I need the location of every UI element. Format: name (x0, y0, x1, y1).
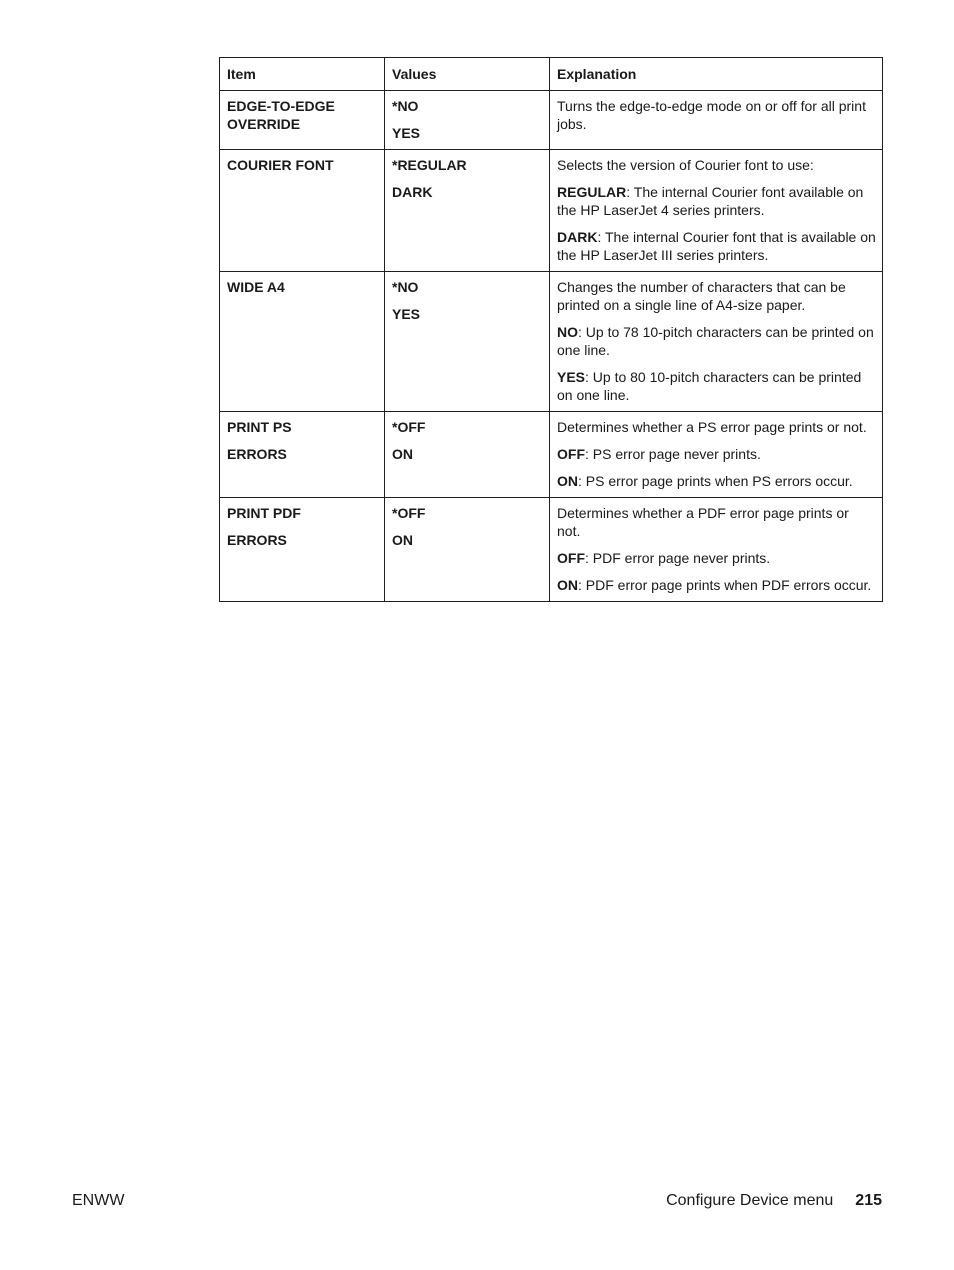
explanation-term: OFF (557, 550, 585, 566)
explanation-paragraph (557, 445, 876, 463)
table-row (220, 91, 883, 150)
value-option: *NO (392, 98, 419, 114)
header-explanation: Explanation (550, 58, 883, 91)
explanation-paragraph (557, 278, 876, 314)
explanation-paragraph (557, 156, 876, 174)
values-cell (385, 150, 550, 272)
explanation-text: Determines whether a PDF error page prints or not. (557, 505, 849, 539)
footer-section-title: Configure Device menu (666, 1192, 834, 1209)
explanation-term: ON (557, 473, 578, 489)
item-name: EDGE-TO-EDGE OVERRIDE (227, 98, 335, 132)
values-cell (385, 498, 550, 602)
item-cell (220, 498, 385, 602)
explanation-text: Selects the version of Courier font to use: (557, 157, 814, 173)
explanation-paragraph (557, 183, 876, 219)
explanation-paragraph (557, 97, 876, 133)
value-option: YES (392, 125, 421, 141)
explanation-cell (550, 272, 883, 412)
explanation-text: : Up to 78 10-pitch characters can be printed on one line. (557, 324, 874, 358)
explanation-paragraph (557, 418, 876, 436)
explanation-paragraph (557, 368, 876, 404)
explanation-term: ON (557, 577, 578, 593)
value-option: ON (392, 532, 413, 548)
explanation-paragraph (557, 504, 876, 540)
explanation-text: : The internal Courier font available on the HP LaserJet 4 series printers. (557, 184, 864, 218)
item-cell (220, 150, 385, 272)
explanation-text: : The internal Courier font that is available on the HP LaserJet III series printers. (557, 229, 876, 263)
table-row (220, 412, 883, 498)
item-name: ERRORS (227, 532, 287, 548)
header-row (220, 58, 883, 91)
explanation-term: REGULAR (557, 184, 627, 200)
table-body (220, 91, 883, 602)
explanation-term: OFF (557, 446, 585, 462)
values-cell (385, 91, 550, 150)
explanation-cell (550, 412, 883, 498)
explanation-cell (550, 150, 883, 272)
page-number: 215 (855, 1192, 882, 1209)
value-option: ON (392, 446, 413, 462)
explanation-text: : Up to 80 10-pitch characters can be printed on one line. (557, 369, 862, 403)
table-row (220, 272, 883, 412)
value-option: YES (392, 306, 421, 322)
footer-doc-code: ENWW (72, 1192, 125, 1209)
explanation-term: YES (557, 369, 586, 385)
item-name: PRINT PDF (227, 505, 301, 521)
header-item: Item (220, 58, 385, 91)
item-name: ERRORS (227, 446, 287, 462)
explanation-text: : PS error page never prints. (585, 446, 761, 462)
value-option: DARK (392, 184, 433, 200)
explanation-text: : PDF error page prints when PDF errors occur. (578, 577, 872, 593)
table-row (220, 498, 883, 602)
item-cell (220, 91, 385, 150)
explanation-text: : PS error page prints when PS errors occur. (578, 473, 853, 489)
value-option: *OFF (392, 505, 426, 521)
explanation-term: NO (557, 324, 578, 340)
table-row (220, 150, 883, 272)
explanation-paragraph (557, 323, 876, 359)
item-name: COURIER FONT (227, 157, 334, 173)
item-cell (220, 272, 385, 412)
explanation-cell (550, 498, 883, 602)
item-cell (220, 412, 385, 498)
item-name: WIDE A4 (227, 279, 285, 295)
footer-right (666, 1192, 882, 1210)
values-cell (385, 272, 550, 412)
explanation-text: Turns the edge-to-edge mode on or off for all print jobs. (557, 98, 866, 132)
settings-table (219, 57, 883, 602)
explanation-text: Changes the number of characters that can be printed on a single line of A4-size paper. (557, 279, 846, 313)
explanation-text: Determines whether a PS error page prints or not. (557, 419, 867, 435)
explanation-term: DARK (557, 229, 598, 245)
values-cell (385, 412, 550, 498)
value-option: *OFF (392, 419, 426, 435)
header-values: Values (385, 58, 550, 91)
explanation-paragraph (557, 549, 876, 567)
explanation-paragraph (557, 576, 876, 594)
value-option: *NO (392, 279, 419, 295)
explanation-paragraph (557, 228, 876, 264)
explanation-paragraph (557, 472, 876, 490)
value-option: *REGULAR (392, 157, 467, 173)
item-name: PRINT PS (227, 419, 292, 435)
explanation-cell (550, 91, 883, 150)
explanation-text: : PDF error page never prints. (585, 550, 771, 566)
